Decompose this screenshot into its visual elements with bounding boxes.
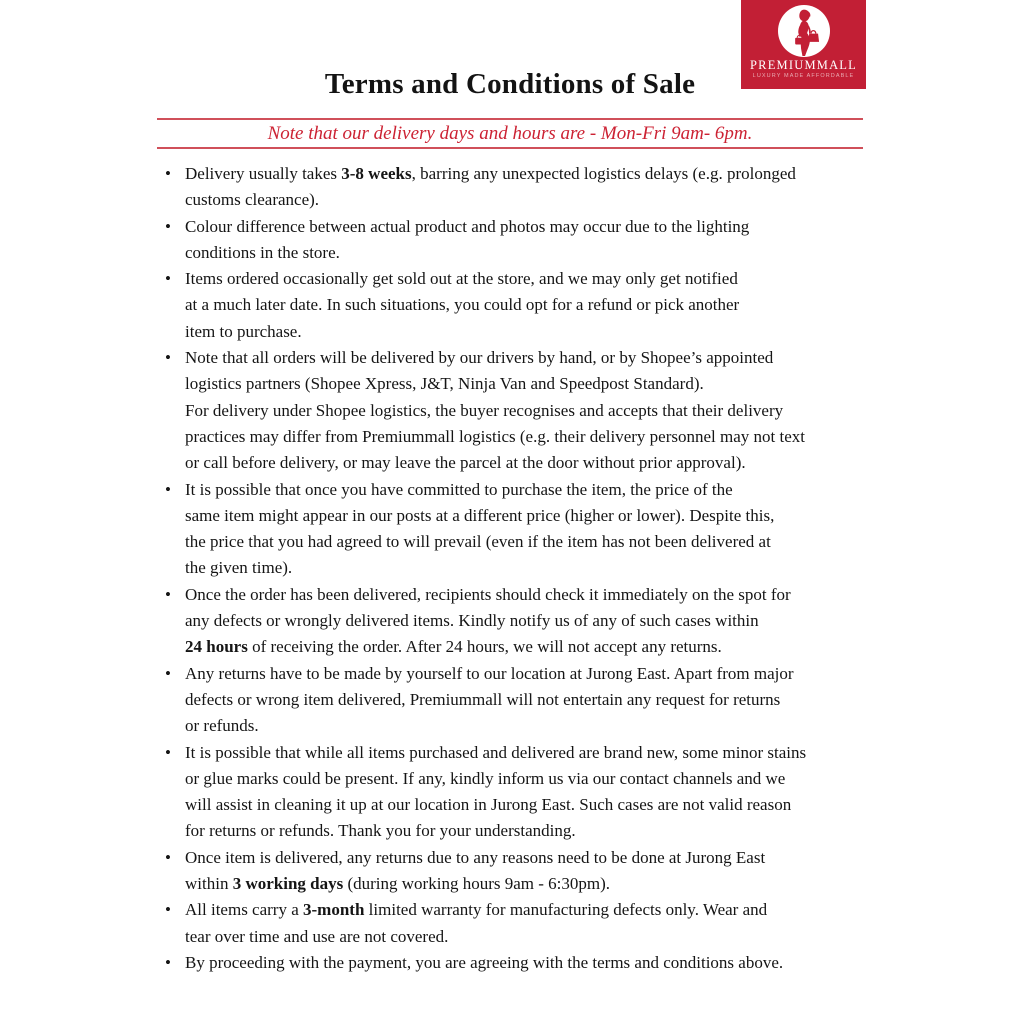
term-item: [163, 345, 873, 476]
term-text: the given time).: [185, 558, 293, 578]
page-title: Terms and Conditions of Sale: [324, 68, 696, 100]
term-item: [163, 950, 873, 976]
term-text: customs clearance).: [185, 190, 320, 210]
term-text: 3-month: [303, 900, 365, 920]
term-text: 24 hours: [185, 637, 248, 657]
term-text: tear over time and use are not covered.: [185, 926, 449, 946]
term-item: [163, 214, 873, 267]
term-text: , barring any unexpected logistics delays (e.g. prolonged: [411, 164, 796, 183]
term-text: same item might appear in our posts at a different price (higher or lower). Despite this,: [185, 505, 775, 525]
term-text: any defects or wrongly delivered items. Kindly notify us of any of such cases within: [185, 611, 759, 631]
term-text: Any returns have to be made by yourself to our location at Jurong East. Apart from major: [185, 663, 794, 683]
term-text: will assist in cleaning it up at our location in Jurong East. Such cases are not valid reason: [185, 795, 792, 815]
term-item: [163, 740, 873, 845]
term-text: By proceeding with the payment, you are agreeing with the terms and conditions above.: [185, 952, 784, 972]
term-text: or call before delivery, or may leave the parcel at the door without prior approval).: [185, 453, 746, 473]
term-text: Note that all orders will be delivered by our drivers by hand, or by Shopee’s appointed: [185, 348, 774, 368]
delivery-note-text: Note that our delivery days and hours are - Mon-Fri 9am- 6pm.: [267, 123, 753, 144]
term-text: item to purchase.: [185, 321, 302, 341]
term-text: at a much later date. In such situations, you could opt for a refund or pick another: [185, 295, 740, 315]
term-text: limited warranty for manufacturing defects only. Wear and: [364, 900, 768, 920]
terms-list: [163, 161, 873, 976]
term-text: 3 working days: [232, 874, 344, 894]
term-text: practices may differ from Premiummall logistics (e.g. their delivery personnel may not text: [185, 426, 806, 446]
term-text: or glue marks could be present. If any, kindly inform us via our contact channels and we: [185, 768, 786, 788]
term-text: defects or wrong item delivered, Premiummall will not entertain any request for returns: [185, 689, 781, 709]
term-item: [163, 661, 873, 740]
woman-shopper-icon: [778, 5, 830, 57]
term-text: of receiving the order. After 24 hours, we will not accept any returns.: [247, 637, 722, 657]
term-text: Items ordered occasionally get sold out at the store, and we may only get notified: [185, 269, 738, 289]
term-text: Delivery usually takes: [185, 164, 342, 183]
brand-tagline: LUXURY MADE AFFORDABLE: [752, 73, 855, 79]
term-text: It is possible that while all items purchased and delivered are brand new, some minor stains: [185, 742, 807, 762]
term-text: Once the order has been delivered, recipients should check it immediately on the spot for: [185, 584, 791, 604]
term-item: [163, 582, 873, 661]
term-text: the price that you had agreed to will prevail (even if the item has not been delivered at: [185, 532, 771, 552]
term-text: conditions in the store.: [185, 242, 340, 262]
term-text: For delivery under Shopee logistics, the buyer recognises and accepts that their delivery: [185, 400, 784, 420]
term-item: [163, 161, 873, 214]
term-text: 3-8 weeks: [341, 164, 412, 183]
term-text: (during working hours 9am - 6:30pm).: [343, 874, 611, 894]
term-text: within: [185, 874, 233, 894]
term-text: logistics partners (Shopee Xpress, J&T, Ninja Van and Speedpost Standard).: [185, 374, 704, 394]
term-text: It is possible that once you have committed to purchase the item, the price of the: [185, 479, 733, 499]
term-item: [163, 897, 873, 950]
term-item: [163, 477, 873, 582]
brand-name: PREMIUMMALL: [750, 58, 857, 72]
term-text: for returns or refunds. Thank you for your understanding.: [185, 821, 576, 841]
term-item: [163, 266, 873, 345]
term-text: Once item is delivered, any returns due to any reasons need to be done at Jurong East: [185, 847, 766, 867]
term-text: or refunds.: [185, 716, 259, 736]
term-text: Colour difference between actual product and photos may occur due to the lighting: [185, 216, 750, 236]
delivery-note-band: [157, 118, 863, 149]
term-text: All items carry a: [185, 900, 304, 920]
term-item: [163, 845, 873, 898]
